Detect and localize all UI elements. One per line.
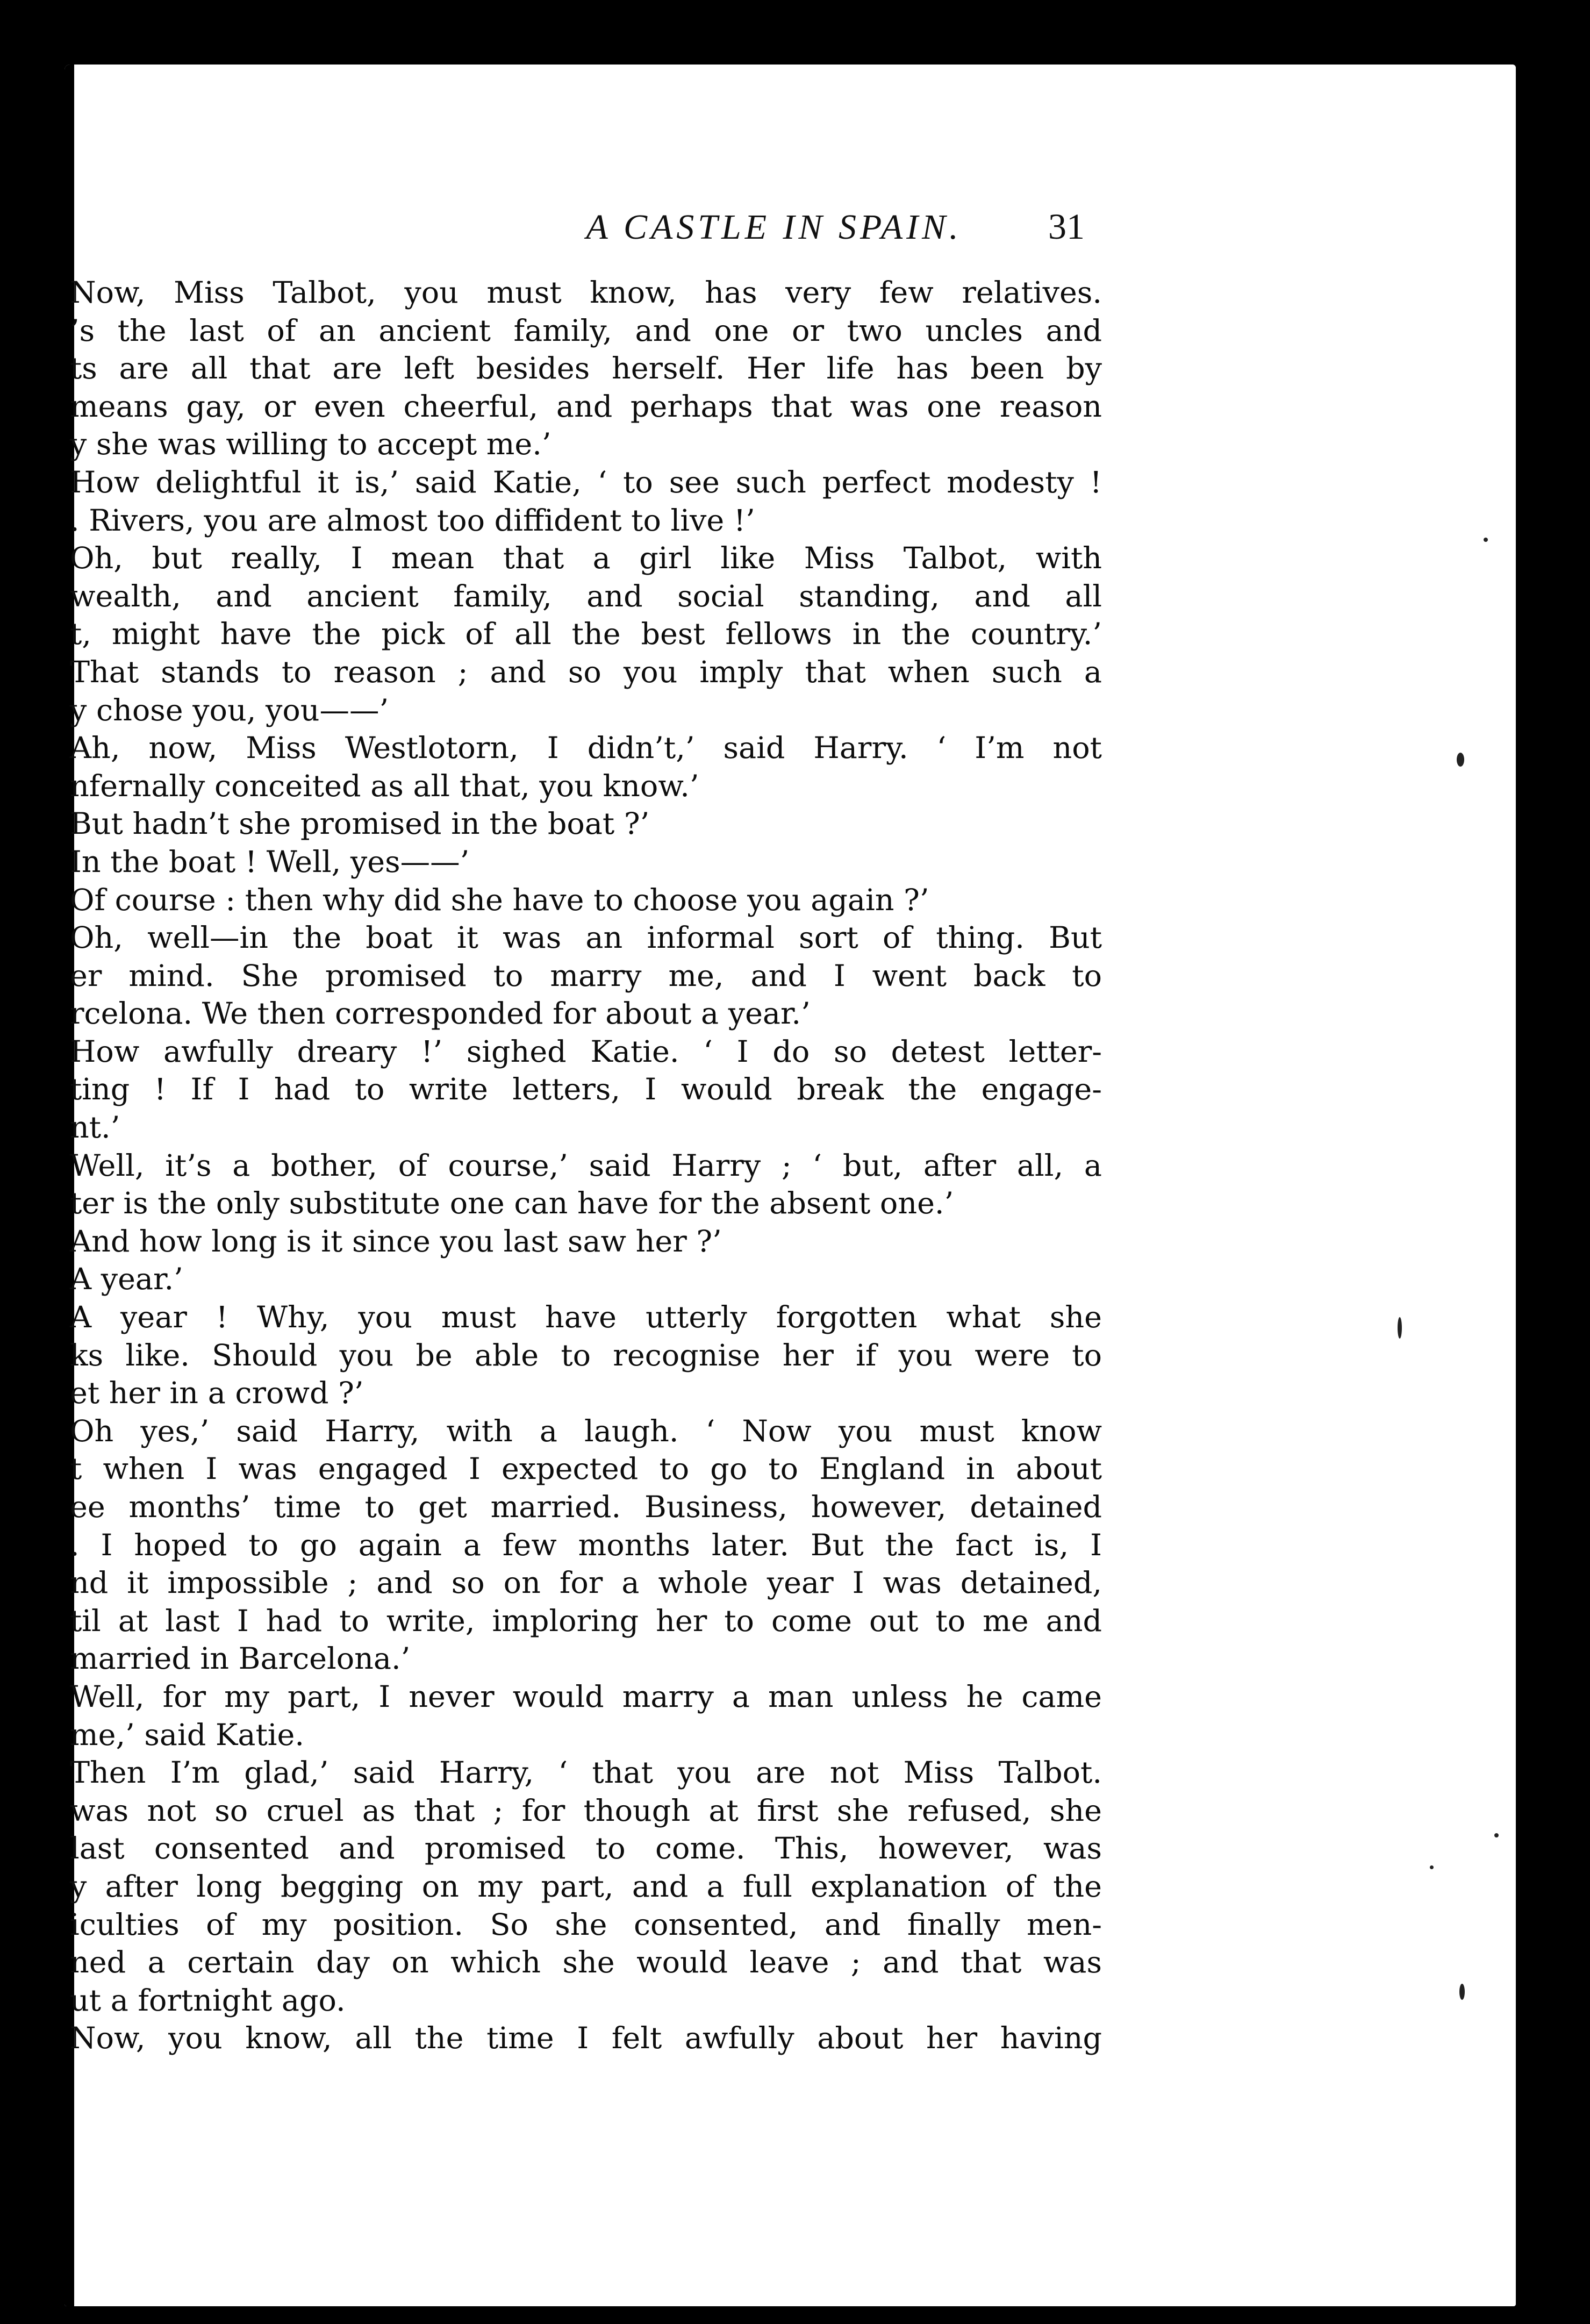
text-line: Now, you know, all the time I felt awfully about her having [70, 2021, 1102, 2056]
text-line: But hadn’t she promised in the boat ?’ [70, 806, 650, 842]
text-line: wealth, and ancient family, and social standing, and all [70, 578, 1102, 614]
text-line: Ah, now, Miss Westlotorn, I didn’t,’ said Harry. ‘ I’m not [70, 731, 1102, 766]
text-line: nfernally conceited as all that, you know.’ [70, 768, 699, 804]
scan-speck [1459, 1984, 1465, 2000]
page-number: 31 [1048, 206, 1085, 247]
text-line: et her in a crowd ?’ [70, 1376, 364, 1411]
text-line: ts are all that are left besides herself. Her life has been by [70, 351, 1102, 387]
text-line: t when I was engaged I expected to go to England in about [70, 1451, 1102, 1487]
text-line: er mind. She promised to marry me, and I went back to [70, 958, 1102, 993]
text-line: married in Barcelona.’ [70, 1641, 411, 1677]
text-line: ned a certain day on which she would leave ; and that was [70, 1945, 1102, 1980]
text-line: A year.’ [70, 1262, 183, 1297]
text-line: nd it impossible ; and so on for a whole year I was detained, [70, 1565, 1102, 1601]
text-line: Oh, but really, I mean that a girl like Miss Talbot, with [70, 541, 1102, 576]
scan-speck [1430, 1865, 1434, 1869]
scan-speck [1398, 1317, 1402, 1339]
scan-speck [1484, 538, 1488, 542]
body-text [70, 274, 1102, 2058]
scan-speck [1494, 1833, 1499, 1837]
scan-speck [1457, 753, 1464, 767]
text-line: y she was willing to accept me.’ [70, 427, 552, 462]
text-line: til at last I had to write, imploring her to come out to me and [70, 1603, 1102, 1639]
text-line: t, might have the pick of all the best fellows in the country.’ [70, 617, 1102, 652]
text-line: A year ! Why, you must have utterly forgotten what she [70, 1300, 1102, 1335]
text-line: ee months’ time to get married. Business, however, detained [70, 1490, 1102, 1525]
text-line: In the boat ! Well, yes——’ [70, 844, 470, 879]
text-line: Of course : then why did she have to choose you again ?’ [70, 882, 929, 918]
text-line: How delightful it is,’ said Katie, ‘ to see such perfect modesty ! [70, 464, 1102, 500]
text-line: was not so cruel as that ; for though at first she refused, she [70, 1793, 1102, 1828]
text-line: means gay, or even cheerful, and perhaps that was one reason [70, 389, 1102, 424]
text-line: ’s the last of an ancient family, and one or two uncles and [70, 313, 1102, 348]
text-line: Oh yes,’ said Harry, with a laugh. ‘ Now you must know [70, 1413, 1102, 1449]
book-page [65, 65, 1516, 2306]
text-line: Now, Miss Talbot, you must know, has very few relatives. [70, 275, 1102, 310]
text-line: Well, for my part, I never would marry a man unless he came [70, 1679, 1102, 1714]
text-line: nt.’ [70, 1110, 120, 1146]
text-line: y after long begging on my part, and a full explanation of the [70, 1869, 1102, 1904]
text-line: ut a fortnight ago. [70, 1983, 346, 2018]
text-line: me,’ said Katie. [70, 1717, 304, 1753]
text-line: rcelona. We then corresponded for about a year.’ [70, 996, 811, 1032]
text-line: ks like. Should you be able to recognise her if you were to [70, 1338, 1102, 1373]
text-line: . Rivers, you are almost too diffident to live !’ [70, 503, 755, 538]
text-line: That stands to reason ; and so you imply that when such a [70, 654, 1102, 690]
text-line: Well, it’s a bother, of course,’ said Harry ; ‘ but, after all, a [70, 1148, 1102, 1183]
text-line: iculties of my position. So she consented, and finally men- [70, 1907, 1102, 1942]
text-line: y chose you, you——’ [70, 692, 389, 728]
text-line: Oh, well—in the boat it was an informal sort of thing. But [70, 920, 1102, 956]
running-title: A CASTLE IN SPAIN. [586, 208, 962, 247]
text-line: How awfully dreary !’ sighed Katie. ‘ I do so detest letter- [70, 1034, 1102, 1069]
text-line: Then I’m glad,’ said Harry, ‘ that you are not Miss Talbot. [70, 1755, 1102, 1791]
text-line: And how long is it since you last saw her ?’ [70, 1224, 722, 1259]
text-line: ter is the only substitute one can have for the absent one.’ [70, 1186, 954, 1221]
text-line: . I hoped to go again a few months later. But the fact is, I [70, 1527, 1102, 1563]
text-line: last consented and promised to come. This, however, was [70, 1831, 1102, 1867]
text-line: ting ! If I had to write letters, I would break the engage- [70, 1072, 1102, 1107]
